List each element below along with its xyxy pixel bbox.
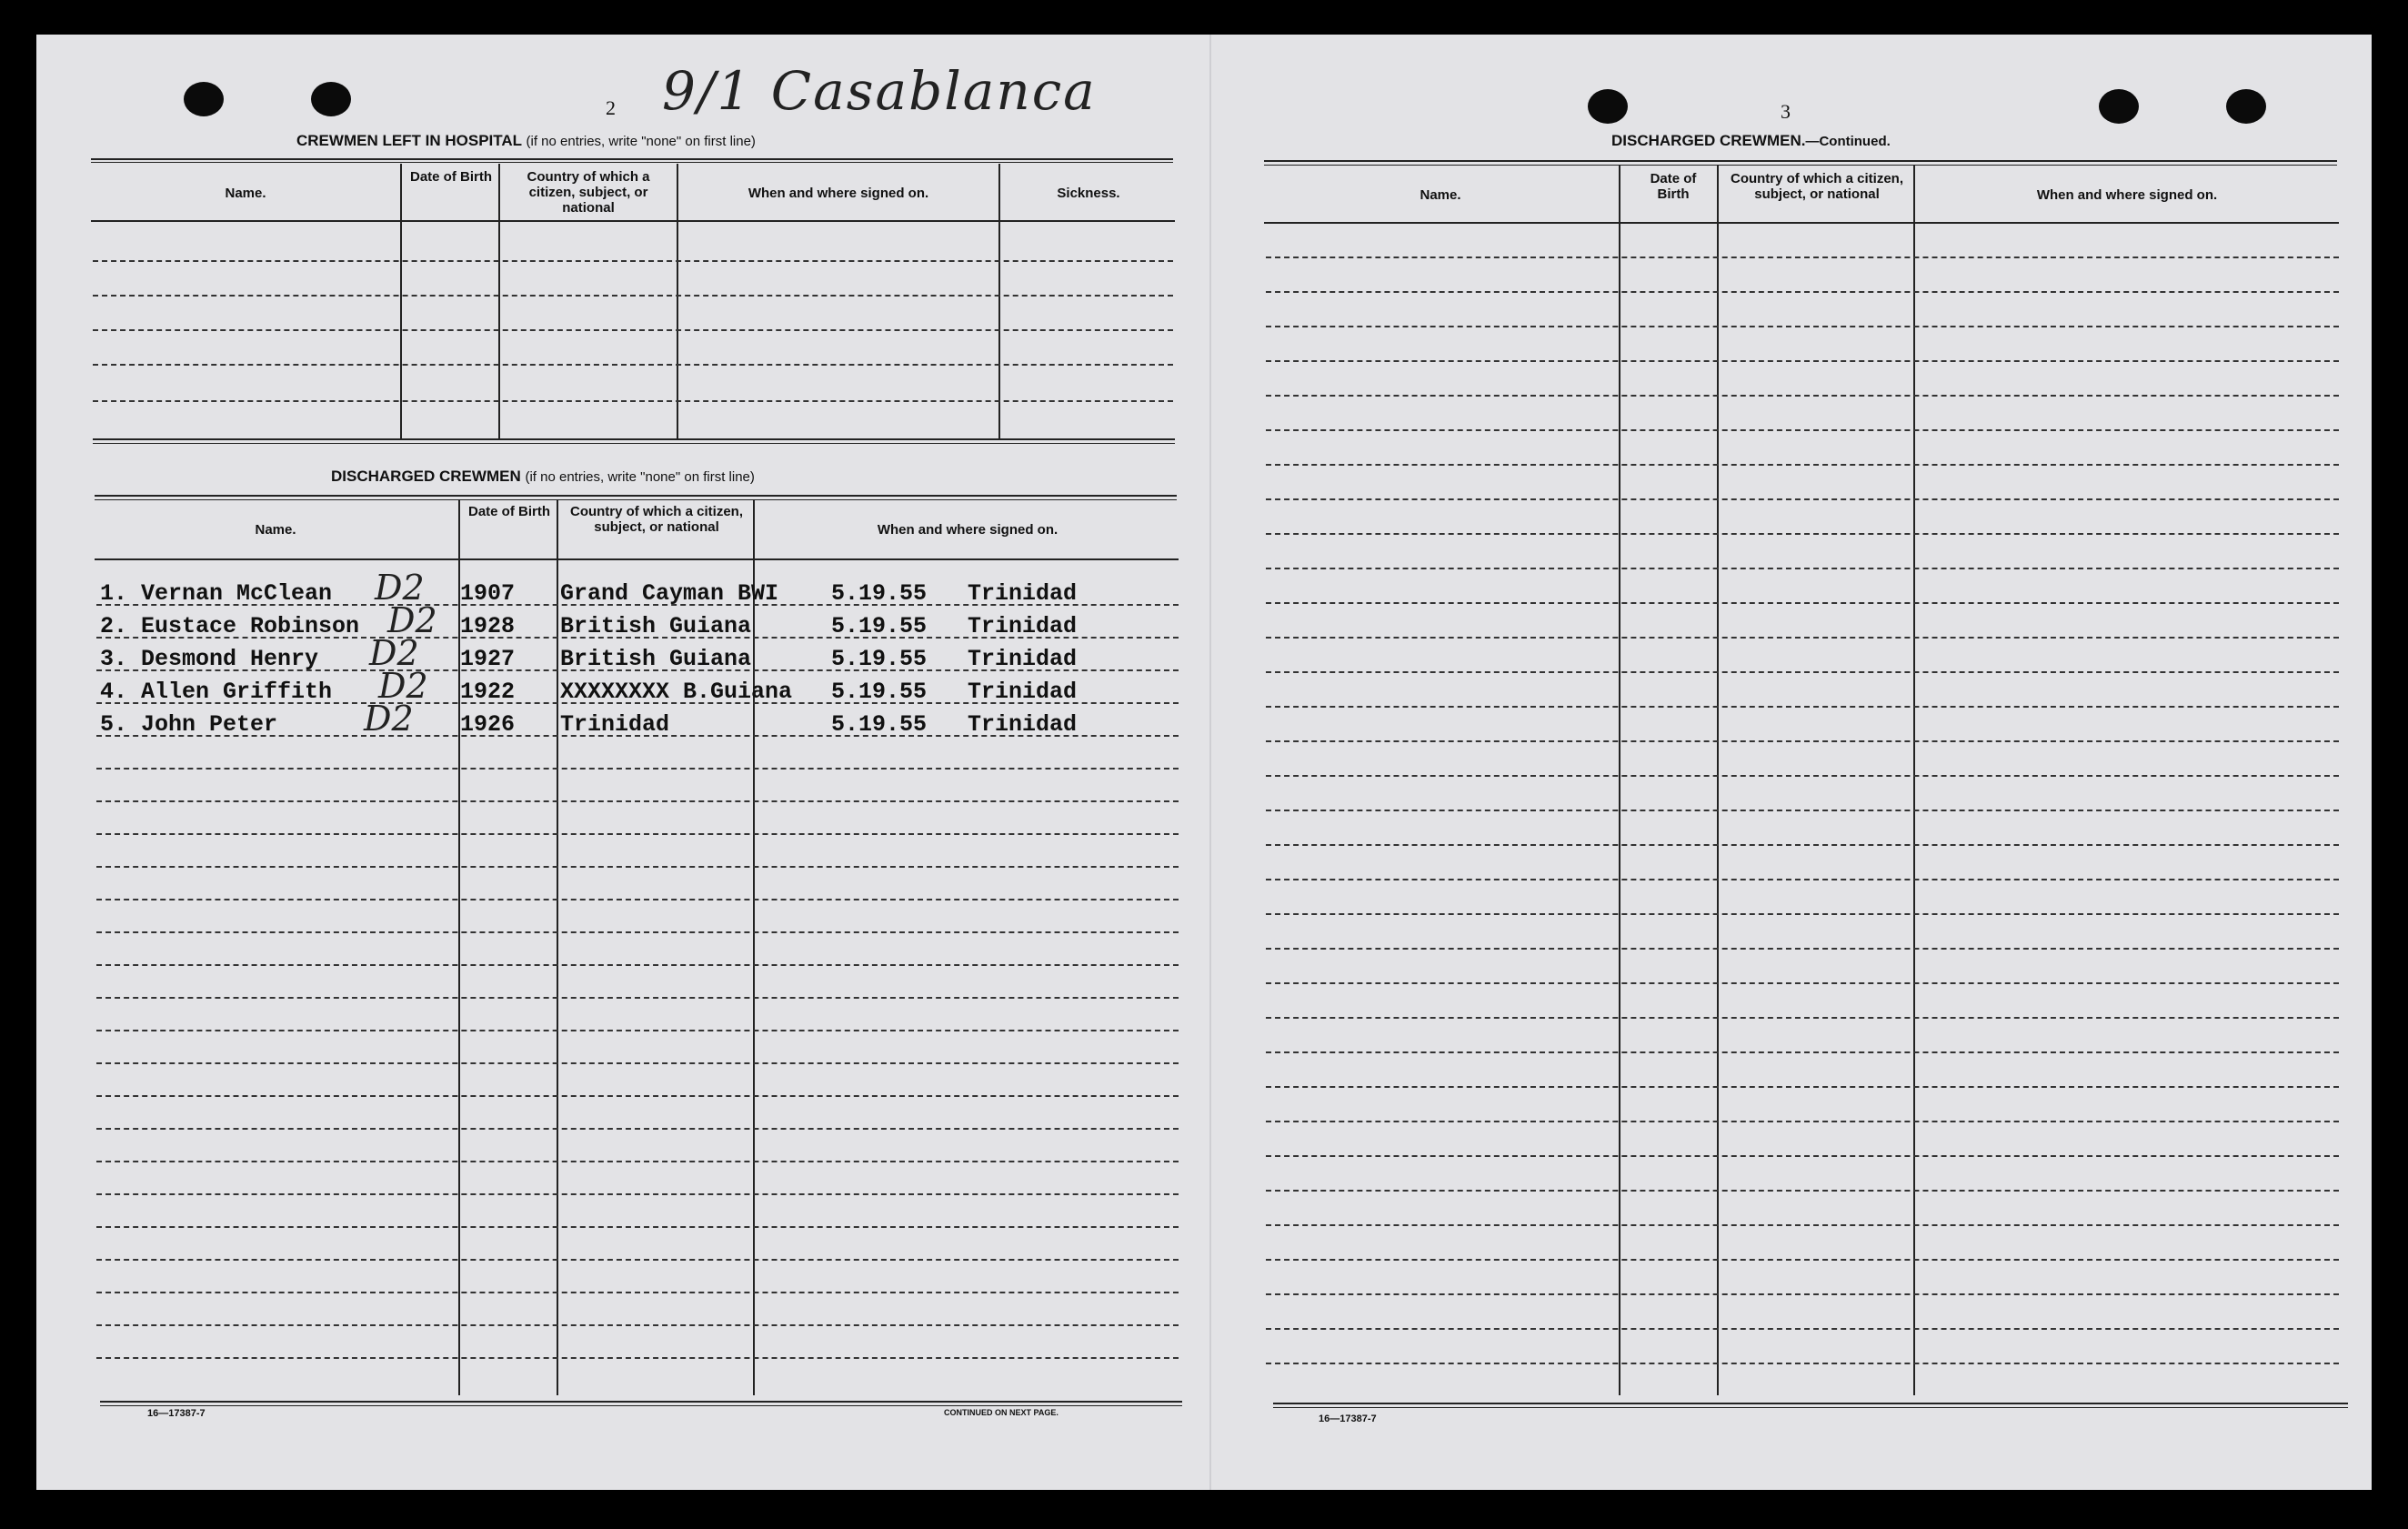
- entry-line: [1266, 740, 2339, 742]
- entry-line: [96, 735, 1179, 737]
- crew-dob: 1907: [460, 580, 516, 607]
- rule: [93, 443, 1175, 444]
- crew-country: Trinidad: [560, 711, 670, 738]
- hospital-section-title: [296, 132, 756, 150]
- entry-line: [1266, 1328, 2339, 1330]
- rule: [91, 162, 1173, 163]
- entry-line: [1266, 948, 2339, 950]
- discharged-header-signed: When and where signed on.: [877, 522, 1059, 538]
- entry-line: [1266, 671, 2339, 673]
- header-rule: [95, 558, 1179, 560]
- right-header-signed: When and where signed on.: [2036, 187, 2218, 203]
- entry-line: [96, 1161, 1179, 1162]
- right-header-country: Country of which a citizen, subject, or national: [1730, 171, 1903, 202]
- header-rule: [91, 220, 1175, 222]
- rule: [1273, 1403, 2348, 1404]
- entry-line: [1266, 913, 2339, 915]
- handwritten-mark: D2: [364, 699, 414, 739]
- left-form-number: 16—17387-7: [147, 1408, 206, 1419]
- entry-line: [96, 1030, 1179, 1031]
- crew-country: XXXXXXXX B.Guiana: [560, 679, 793, 705]
- hospital-title-note: (if no entries, write "none" on first line): [526, 134, 756, 149]
- crew-sign-place: Trinidad: [968, 580, 1078, 607]
- column-divider: [1619, 166, 1620, 1395]
- hospital-header-name: Name.: [225, 186, 266, 201]
- discharged-header-dob: Date of Birth: [468, 504, 550, 519]
- punch-hole: [2099, 89, 2139, 124]
- handwritten-mark: D2: [378, 666, 428, 706]
- rule: [1264, 160, 2337, 162]
- entry-line: [96, 833, 1179, 835]
- crew-sign-place: Trinidad: [968, 711, 1078, 738]
- entry-line: [93, 260, 1173, 262]
- entry-line: [96, 1095, 1179, 1097]
- crew-sign-date: 5.19.55: [831, 711, 928, 738]
- right-section-title: [1611, 132, 1891, 150]
- crew-name: 4. Allen Griffith: [100, 679, 333, 705]
- document-sheet: [36, 35, 2372, 1490]
- entry-line: [1266, 706, 2339, 708]
- crew-dob: 1927: [460, 646, 516, 672]
- punch-hole: [311, 82, 351, 116]
- right-header-name: Name.: [1420, 187, 1461, 203]
- entry-line: [96, 964, 1179, 966]
- handwritten-mark: D2: [387, 600, 437, 640]
- entry-line: [96, 1292, 1179, 1293]
- entry-line: [96, 637, 1179, 639]
- entry-line: [93, 400, 1173, 402]
- entry-line: [1266, 429, 2339, 431]
- right-title-suffix: —Continued.: [1805, 134, 1891, 149]
- crew-country: British Guiana: [560, 613, 752, 639]
- entry-line: [1266, 533, 2339, 535]
- crew-sign-date: 5.19.55: [831, 679, 928, 705]
- left-page-number: 2: [606, 96, 616, 119]
- page-fold: [1209, 35, 1211, 1490]
- entry-line: [96, 669, 1179, 671]
- right-form-number: 16—17387-7: [1319, 1413, 1377, 1424]
- column-divider: [753, 500, 755, 1395]
- column-divider: [998, 164, 1000, 440]
- rule: [100, 1401, 1182, 1403]
- crew-sign-place: Trinidad: [968, 613, 1078, 639]
- rule: [91, 158, 1173, 160]
- entry-line: [96, 1324, 1179, 1326]
- entry-line: [96, 1226, 1179, 1228]
- crew-name: 1. Vernan McClean: [100, 580, 333, 607]
- rule: [100, 1405, 1182, 1406]
- hospital-header-signed: When and where signed on.: [747, 186, 929, 201]
- column-divider: [1717, 166, 1719, 1395]
- punch-hole: [2226, 89, 2266, 124]
- crew-sign-date: 5.19.55: [831, 646, 928, 672]
- entry-line: [96, 1062, 1179, 1064]
- column-divider: [1913, 166, 1915, 1395]
- entry-line: [1266, 1155, 2339, 1157]
- entry-line: [96, 800, 1179, 802]
- hospital-title-text: CREWMEN LEFT IN HOSPITAL: [296, 132, 522, 149]
- entry-line: [1266, 291, 2339, 293]
- entry-line: [1266, 775, 2339, 777]
- hospital-header-country: Country of which a citizen, subject, or national: [527, 169, 650, 216]
- entry-line: [1266, 1259, 2339, 1261]
- crew-sign-place: Trinidad: [968, 679, 1078, 705]
- crew-dob: 1928: [460, 613, 516, 639]
- header-rule: [1264, 222, 2339, 224]
- entry-line: [1266, 1190, 2339, 1192]
- entry-line: [96, 1193, 1179, 1195]
- entry-line: [96, 702, 1179, 704]
- right-page-number: 3: [1781, 100, 1791, 123]
- entry-line: [96, 1128, 1179, 1130]
- entry-line: [1266, 1224, 2339, 1226]
- entry-line: [1266, 810, 2339, 811]
- crew-country: Grand Cayman BWI: [560, 580, 779, 607]
- handwritten-mark: D2: [375, 568, 425, 608]
- crew-name: 5. John Peter: [100, 711, 278, 738]
- entry-line: [1266, 1051, 2339, 1053]
- entry-line: [1266, 879, 2339, 880]
- continued-note: CONTINUED ON NEXT PAGE.: [944, 1408, 1059, 1417]
- punch-hole: [1588, 89, 1628, 124]
- crew-sign-place: Trinidad: [968, 646, 1078, 672]
- handwritten-mark: D2: [369, 633, 419, 673]
- discharged-header-name: Name.: [255, 522, 296, 538]
- entry-line: [96, 866, 1179, 868]
- discharged-title-text: DISCHARGED CREWMEN: [331, 468, 521, 485]
- entry-line: [1266, 568, 2339, 569]
- entry-line: [1266, 602, 2339, 604]
- right-header-dob: Date of Birth: [1650, 171, 1697, 202]
- entry-line: [1266, 1086, 2339, 1088]
- hospital-header-dob: Date of Birth: [410, 169, 492, 185]
- entry-line: [93, 329, 1173, 331]
- entry-line: [1266, 982, 2339, 984]
- rule: [95, 495, 1177, 497]
- rule: [1264, 165, 2337, 166]
- entry-line: [96, 604, 1179, 606]
- entry-line: [1266, 1293, 2339, 1295]
- crew-country: British Guiana: [560, 646, 752, 672]
- rule: [93, 438, 1175, 440]
- entry-line: [1266, 1363, 2339, 1364]
- rule: [95, 499, 1177, 500]
- entry-line: [1266, 844, 2339, 846]
- entry-line: [1266, 395, 2339, 397]
- entry-line: [93, 295, 1173, 297]
- hospital-header-sickness: Sickness.: [1057, 186, 1120, 201]
- entry-line: [96, 768, 1179, 770]
- crew-name: 2. Eustace Robinson: [100, 613, 360, 639]
- entry-line: [1266, 326, 2339, 327]
- rule: [1273, 1407, 2348, 1408]
- entry-line: [96, 931, 1179, 933]
- entry-line: [93, 364, 1173, 366]
- entry-line: [1266, 1017, 2339, 1019]
- entry-line: [96, 899, 1179, 900]
- entry-line: [1266, 360, 2339, 362]
- entry-line: [1266, 464, 2339, 466]
- punch-hole: [184, 82, 224, 116]
- crew-sign-date: 5.19.55: [831, 613, 928, 639]
- column-divider: [498, 164, 500, 440]
- crew-sign-date: 5.19.55: [831, 580, 928, 607]
- entry-line: [96, 997, 1179, 999]
- crew-name: 3. Desmond Henry: [100, 646, 319, 672]
- column-divider: [677, 164, 678, 440]
- handwritten-note: 9/1 Casablanca: [662, 60, 1097, 122]
- entry-line: [1266, 498, 2339, 500]
- column-divider: [400, 164, 402, 440]
- entry-line: [1266, 1121, 2339, 1122]
- right-title-text: DISCHARGED CREWMEN.: [1611, 132, 1806, 149]
- crew-dob: 1926: [460, 711, 516, 738]
- entry-line: [96, 1259, 1179, 1261]
- entry-line: [1266, 257, 2339, 258]
- entry-line: [1266, 637, 2339, 639]
- discharged-section-title: [331, 468, 755, 486]
- discharged-header-country: Country of which a citizen, subject, or national: [569, 504, 743, 535]
- crew-dob: 1922: [460, 679, 516, 705]
- column-divider: [557, 500, 558, 1395]
- discharged-title-note: (if no entries, write "none" on first line): [525, 469, 755, 485]
- entry-line: [96, 1357, 1179, 1359]
